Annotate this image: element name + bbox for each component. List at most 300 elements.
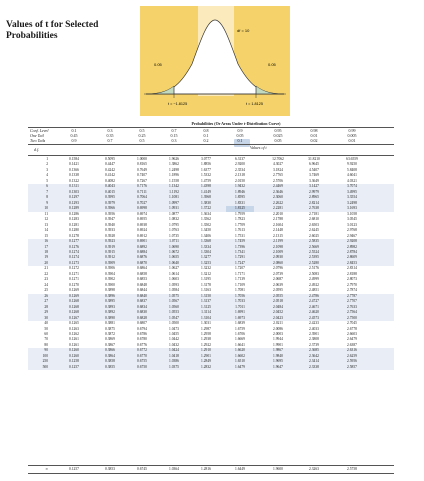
t-value-cell: 1.3450 (201, 228, 211, 233)
t-value-cell: 0.4043 (105, 184, 115, 189)
prob-header-conf: 0.95 (274, 128, 282, 133)
t-value-cell: 1.4759 (201, 178, 211, 183)
left-t-label: t = −1.8125 (168, 102, 188, 106)
t-value-cell: 2.6810 (309, 217, 319, 222)
prob-header-col (160, 128, 188, 144)
df-cell: 16 (44, 239, 48, 244)
t-value-cell: 2.1199 (273, 239, 283, 244)
t-value-cell: 1.0567 (169, 299, 179, 304)
t-value-cell: 0.1257 (69, 467, 79, 471)
t-value-cell: 1.8331 (235, 200, 245, 205)
t-value-cell: 2.0518 (273, 299, 283, 304)
t-value-cell: 0.1274 (69, 255, 79, 260)
df-cell: 24 (44, 282, 48, 287)
t-value-cell: 0.1271 (69, 277, 79, 282)
df-cell: 70 (44, 337, 48, 342)
t-value-cell: 1.7396 (235, 244, 245, 249)
t-value-cell: 2.3739 (309, 342, 319, 347)
t-value-cell: 3.3554 (347, 195, 357, 200)
prob-header-conf: 0.1 (71, 128, 77, 133)
prob-header-conf: 0.9 (237, 128, 243, 133)
t-value-cell: 2.1318 (235, 173, 245, 178)
t-value-cell: 0.3895 (105, 299, 115, 304)
t-value-cell: 31.8210 (308, 157, 320, 161)
t-value-cell: 2.0739 (273, 271, 283, 276)
t-value-cell: 1.6479 (235, 364, 245, 369)
t-value-cell: 0.6844 (137, 288, 147, 293)
t-value-cell: 0.1269 (69, 288, 79, 293)
t-value-cell: 0.3947 (105, 217, 115, 222)
prob-header-conf: 0.99 (348, 128, 356, 133)
t-value-cell: 1.9600 (273, 467, 283, 471)
t-value-cell: 0.4015 (105, 189, 115, 194)
table-row-infinity (28, 466, 394, 472)
df-cell: 40 (44, 321, 48, 326)
t-value-cell: 1.7247 (235, 260, 245, 265)
t-value-cell: 0.1276 (69, 244, 79, 249)
t-value-cell: 0.6755 (137, 359, 147, 364)
t-value-cell: 0.4082 (105, 178, 115, 183)
t-value-cell: 2.3534 (235, 167, 245, 172)
t-value-cell: 1.3212 (201, 271, 211, 276)
t-value-cell: 0.6848 (137, 282, 147, 287)
df-cell: 23 (44, 277, 48, 282)
prob-header-col (96, 128, 124, 144)
t-value-cell: 0.1338 (69, 173, 79, 178)
t-value-cell: 2.9768 (347, 228, 357, 233)
t-value-cell: 2.0796 (273, 266, 283, 271)
prob-header-one: 0.45 (70, 133, 78, 139)
t-value-cell: 2.5176 (309, 266, 319, 271)
df-cell: 18 (44, 249, 48, 254)
t-value-cell: 2.8453 (347, 260, 357, 265)
df-cell: 10 (44, 206, 48, 211)
t-value-cell: 2.3901 (309, 332, 319, 336)
t-value-cell: 1.6641 (235, 342, 245, 347)
t-value-cell: 3.1058 (347, 211, 357, 216)
t-value-cell: 1.3232 (201, 266, 211, 271)
header-rule (28, 144, 394, 145)
df-cell: 12 (44, 217, 48, 222)
t-value-cell: 1.0877 (169, 211, 179, 216)
t-value-cell: 4.3027 (273, 162, 283, 167)
t-value-cell: 0.1261 (69, 337, 79, 342)
t-value-cell: 1.0575 (169, 293, 179, 298)
t-value-cell: 1.0000 (137, 157, 147, 161)
prob-header-col (128, 128, 156, 144)
t-value-cell: 2.9467 (347, 233, 357, 238)
t-value-cell: 2.8784 (347, 249, 357, 254)
t-value-cell: 0.1297 (69, 195, 79, 200)
prob-header-conf: 0.5 (139, 128, 145, 133)
t-value-cell: 0.6776 (137, 342, 147, 347)
t-value-cell: 1.0418 (169, 353, 179, 358)
t-value-cell: 0.4242 (105, 167, 115, 172)
t-value-cell: 1.6973 (235, 315, 245, 320)
t-value-cell: 2.7765 (273, 173, 283, 178)
t-value-cell: 0.3869 (105, 337, 115, 342)
t-value-cell: 1.7056 (235, 293, 245, 298)
t-value-cell: 1.7081 (235, 288, 245, 293)
df-cell: 19 (44, 255, 48, 260)
t-value-cell: 2.1009 (273, 249, 283, 254)
t-value-cell: 0.1258 (69, 359, 79, 364)
t-value-cell: 2.6245 (309, 228, 319, 233)
t-value-cell: 2.8982 (347, 244, 357, 249)
t-value-cell: 1.3178 (201, 282, 211, 287)
t-value-cell: 1.3634 (201, 211, 211, 216)
t-value-cell: 0.6834 (137, 304, 147, 309)
t-value-cell: 3.7074 (347, 184, 357, 189)
t-value-cell: 3.0777 (201, 157, 211, 161)
prob-header-two: 0.05 (274, 138, 282, 144)
t-value-cell: 1.3368 (201, 239, 211, 244)
t-value-cell: 0.3904 (105, 271, 115, 276)
t-value-cell: 2.4469 (273, 184, 283, 189)
t-value-cell: 0.1267 (69, 315, 79, 320)
t-value-cell: 2.7564 (347, 310, 357, 315)
t-value-cell: 1.2816 (201, 467, 211, 471)
t-value-cell: 0.6998 (137, 206, 147, 211)
t-value-cell: 0.7267 (137, 178, 147, 183)
df-cell: 2 (46, 162, 48, 167)
df-cell: 8 (46, 195, 48, 200)
right-t-label: t = 1.8125 (246, 102, 263, 106)
t-value-cell: 0.6830 (137, 310, 147, 315)
t-value-cell: 0.6745 (137, 467, 147, 471)
t-value-cell: 2.3338 (309, 364, 319, 369)
t-value-cell: 2.5395 (309, 255, 319, 260)
t-value-cell: 1.0455 (169, 332, 179, 336)
t-value-cell: 1.6991 (235, 310, 245, 315)
t-value-cell: 2.7707 (347, 299, 357, 304)
prob-header-one: 0.15 (170, 133, 178, 139)
t-value-cell: 0.4142 (105, 173, 115, 178)
t-value-cell: 0.1272 (69, 266, 79, 271)
t-value-cell: 1.0593 (169, 282, 179, 287)
t-value-cell: 0.7407 (137, 173, 147, 178)
t-value-cell: 2.7500 (347, 315, 357, 320)
t-value-cell: 0.1268 (69, 304, 79, 309)
t-value-cell: 0.1260 (69, 348, 79, 353)
t-value-cell: 1.0672 (169, 249, 179, 254)
t-value-cell: 3.3649 (309, 178, 319, 183)
t-value-cell: 0.3881 (105, 321, 115, 326)
t-value-cell: 2.0930 (273, 255, 283, 260)
t-value-cell: 1.2958 (201, 332, 211, 336)
t-value-cell: 0.6772 (137, 348, 147, 353)
t-value-cell: 1.7109 (235, 282, 245, 287)
prob-header-conf: 0.3 (107, 128, 113, 133)
t-value-cell: 1.7171 (235, 271, 245, 276)
t-value-cell: 1.0655 (169, 255, 179, 260)
t-value-cell: 0.3858 (105, 359, 115, 364)
t-value-cell: 0.6780 (137, 337, 147, 342)
t-value-cell: 2.0452 (273, 310, 283, 315)
t-value-cell: 1.3104 (201, 315, 211, 320)
t-value-cell: 1.0432 (169, 342, 179, 347)
df-cell: 26 (44, 293, 48, 298)
t-value-cell: 0.3912 (105, 255, 115, 260)
t-value-cell: 0.7027 (137, 200, 147, 205)
t-value-cell: 4.0321 (347, 178, 357, 183)
t-value-cell: 0.7176 (137, 184, 147, 189)
t-value-cell: 2.3263 (309, 467, 319, 471)
t-value-cell: 1.1081 (169, 195, 179, 200)
t-value-cell: 1.9867 (273, 348, 283, 353)
t-value-cell: 0.3956 (105, 211, 115, 216)
t-value-cell: 0.3940 (105, 222, 115, 227)
t-value-cell: 0.3979 (105, 200, 115, 205)
t-value-cell: 1.3253 (201, 260, 211, 265)
t-value-cell: 0.3867 (105, 342, 115, 347)
t-value-cell: 1.0603 (169, 277, 179, 282)
t-value-cell: 0.1366 (69, 167, 79, 172)
t-value-cell: 0.3866 (105, 348, 115, 353)
t-value-cell: 1.7291 (235, 255, 245, 260)
t-value-cell: 1.4398 (201, 184, 211, 189)
df-cell: 5 (46, 178, 48, 183)
t-value-cell: 1.0735 (169, 233, 179, 238)
t-value-cell: 0.6864 (137, 266, 147, 271)
df-cell: 50 (44, 326, 48, 331)
t-value-cell: 1.6510 (235, 359, 245, 364)
t-value-cell: 2.0484 (273, 304, 283, 309)
t-value-cell: 0.6938 (137, 222, 147, 227)
t-value-cell: 2.6479 (347, 337, 357, 342)
t-value-cell: 1.0584 (169, 288, 179, 293)
t-value-cell: 1.3125 (201, 304, 211, 309)
df-cell: 3 (46, 167, 48, 172)
t-value-cell: 1.4149 (201, 189, 211, 194)
t-value-cell: 1.9901 (273, 342, 283, 347)
t-value-cell: 1.0627 (169, 266, 179, 271)
t-value-cell: 2.0150 (235, 178, 245, 183)
t-value-cell: 2.5758 (347, 467, 357, 471)
t-value-cell: 2.6387 (347, 342, 357, 347)
conf-level-label: Conf. Level (30, 128, 49, 133)
t-value-cell: 1.0614 (169, 271, 179, 276)
prob-header-one: 0.05 (236, 133, 244, 139)
t-value-cell: 12.7062 (272, 157, 284, 161)
t-value-cell: 2.8965 (309, 195, 319, 200)
t-value-cell: 0.1293 (69, 200, 79, 205)
df-cell: 25 (44, 288, 48, 293)
t-value-cell: 0.1281 (69, 222, 79, 227)
t-distribution-figure (140, 6, 290, 116)
prob-header-col (192, 128, 220, 144)
df-cell: 250 (42, 359, 48, 364)
t-value-cell: 1.1896 (169, 173, 179, 178)
t-value-cell: 1.6449 (235, 467, 245, 471)
t-value-cell: 0.1270 (69, 282, 79, 287)
prob-header-col (338, 128, 366, 144)
t-value-cell: 1.3277 (201, 255, 211, 260)
prob-header-two: 0.7 (107, 138, 113, 144)
df-column-label: d.f. (34, 147, 40, 152)
t-value-cell: 1.0997 (169, 200, 179, 205)
t-value-cell: 0.3875 (105, 326, 115, 331)
t-value-cell: 1.3968 (201, 195, 211, 200)
df-cell: ∞ (45, 467, 48, 471)
t-value-cell: 0.3909 (105, 260, 115, 265)
t-value-cell: 2.0555 (273, 293, 283, 298)
t-value-cell: 0.3898 (105, 288, 115, 293)
t-value-cell: 1.2987 (201, 326, 211, 331)
t-value-cell: 1.3334 (201, 244, 211, 249)
df-cell: 13 (44, 222, 48, 227)
t-value-cell: 1.3163 (201, 288, 211, 293)
t-value-cell: 0.6884 (137, 249, 147, 254)
prob-header-col (264, 128, 292, 144)
df-cell: 500 (42, 364, 48, 369)
body-top-rule (28, 155, 394, 156)
t-value-cell: 1.3150 (201, 293, 211, 298)
t-value-cell: 3.0545 (347, 217, 357, 222)
df-cell: 14 (44, 228, 48, 233)
t-value-cell: 1.7709 (235, 222, 245, 227)
t-value-cell: 2.0211 (273, 321, 283, 326)
df-cell: 7 (46, 189, 48, 194)
t-value-cell: 2.6503 (309, 222, 319, 227)
df-cell: 15 (44, 233, 48, 238)
t-value-cell: 0.1303 (69, 189, 79, 194)
t-value-cell: 0.6840 (137, 293, 147, 298)
t-value-cell: 0.3928 (105, 233, 115, 238)
prob-header-two: 0.9 (71, 138, 77, 144)
prob-header-conf: 0.7 (171, 128, 177, 133)
t-value-cell: 2.6778 (347, 326, 357, 331)
t-value-cell: 0.1260 (69, 353, 79, 358)
t-value-cell: 0.6770 (137, 353, 147, 358)
t-value-cell: 1.8856 (201, 162, 211, 167)
table-row (28, 365, 394, 370)
t-value-cell: 2.5524 (309, 249, 319, 254)
df-annotation: df = 10 (237, 28, 250, 33)
t-value-cell: 2.1098 (273, 244, 283, 249)
table-top-rule (28, 127, 394, 128)
t-value-cell: 1.3502 (201, 222, 211, 227)
page-title: Values of t for Selected Probabilities (6, 20, 99, 41)
t-value-cell: 0.1268 (69, 310, 79, 315)
t-value-cell: 2.2010 (273, 211, 283, 216)
t-value-cell: 0.3896 (105, 293, 115, 298)
t-value-cell: 1.0473 (169, 326, 179, 331)
t-value-cell: 2.1788 (273, 217, 283, 222)
t-value-cell: 0.3890 (105, 315, 115, 320)
t-value-cell: 0.7111 (137, 189, 147, 194)
t-value-cell: 0.6870 (137, 260, 147, 265)
t-value-cell: 2.0423 (273, 315, 283, 320)
t-value-cell: 2.4620 (309, 310, 319, 315)
table-caption: Probabilities (Or Areas Under t-Distribution Curve) (191, 121, 281, 126)
df-cell: 28 (44, 304, 48, 309)
df-cell: 90 (44, 348, 48, 353)
t-table-body (28, 157, 394, 370)
t-value-cell: 5.8408 (347, 167, 357, 172)
df-cell: 9 (46, 200, 48, 205)
t-value-cell: 2.6603 (347, 332, 357, 336)
t-value-cell: 9.9250 (347, 162, 357, 167)
t-value-cell: 1.3304 (201, 249, 211, 254)
t-value-cell: 1.3031 (201, 321, 211, 326)
t-value-cell: 0.1277 (69, 239, 79, 244)
prob-header-col (300, 128, 328, 144)
t-value-cell: 0.1584 (69, 157, 79, 161)
t-value-cell: 1.7531 (235, 233, 245, 238)
t-value-cell: 1.0711 (169, 239, 179, 244)
t-value-cell: 3.2498 (347, 200, 357, 205)
df-cell: 6 (46, 184, 48, 189)
right-area-label: 0.05 (268, 62, 276, 67)
prob-header-one: 0.25 (138, 133, 146, 139)
t-value-cell: 2.7787 (347, 293, 357, 298)
t-value-cell: 2.5280 (309, 260, 319, 265)
t-value-cell: 2.5669 (309, 244, 319, 249)
t-value-cell: 1.2849 (201, 359, 211, 364)
t-value-cell: 1.8946 (235, 189, 245, 194)
t-value-cell: 2.3808 (309, 337, 319, 342)
t-value-cell: 2.8609 (347, 255, 357, 260)
t-value-cell: 0.3864 (105, 353, 115, 358)
t-value-cell: 1.2910 (201, 348, 211, 353)
t-value-cell: 0.6876 (137, 255, 147, 260)
t-value-cell: 2.5083 (309, 271, 319, 276)
prob-header-two: 0.02 (310, 138, 318, 144)
t-value-cell: 2.0860 (273, 260, 283, 265)
t-value-cell: 2.8314 (347, 266, 357, 271)
t-value-cell: 0.3923 (105, 239, 115, 244)
t-value-cell: 2.5857 (347, 364, 357, 369)
t-value-cell: 2.9979 (309, 189, 319, 194)
t-value-cell: 2.4573 (309, 315, 319, 320)
t-value-cell: 1.0364 (169, 467, 179, 471)
t-value-cell: 0.1261 (69, 342, 79, 347)
t-value-cell: 0.3853 (105, 467, 115, 471)
t-value-cell: 6.9645 (309, 162, 319, 167)
t-value-cell: 1.3830 (201, 200, 211, 205)
prob-header-one: 0.35 (106, 133, 114, 139)
t-value-cell: 3.7469 (309, 173, 319, 178)
t-value-cell: 0.6955 (137, 217, 147, 222)
t-value-cell: 0.3995 (105, 195, 115, 200)
t-value-cell: 2.7970 (347, 282, 357, 287)
t-value-cell: 1.3114 (201, 310, 211, 315)
t-value-cell: 1.1558 (169, 178, 179, 183)
t-value-cell: 2.7638 (309, 206, 319, 211)
t-value-cell: 1.7459 (235, 239, 245, 244)
t-value-cell: 1.3406 (201, 233, 211, 238)
t-value-cell: 1.0547 (169, 315, 179, 320)
df-cell: 30 (44, 315, 48, 320)
t-value-cell: 2.7874 (347, 288, 357, 293)
t-value-cell: 1.2938 (201, 337, 211, 342)
prob-header-conf: 0.8 (203, 128, 209, 133)
t-value-cell: 0.3855 (105, 364, 115, 369)
df-cell: 20 (44, 260, 48, 265)
t-value-cell: 0.1322 (69, 178, 79, 183)
t-value-cell: 1.0690 (169, 244, 179, 249)
t-value-cell: 0.3906 (105, 266, 115, 271)
t-value-cell: 1.9647 (273, 364, 283, 369)
t-value-cell: 2.2622 (273, 200, 283, 205)
t-value-cell: 0.1421 (69, 162, 79, 167)
t-value-cell: 0.3919 (105, 244, 115, 249)
t-value-cell: 1.0931 (169, 206, 179, 211)
t-value-cell: 1.6377 (201, 167, 211, 172)
t-value-cell: 2.5956 (347, 359, 357, 364)
t-value-cell: 0.8165 (137, 162, 147, 167)
